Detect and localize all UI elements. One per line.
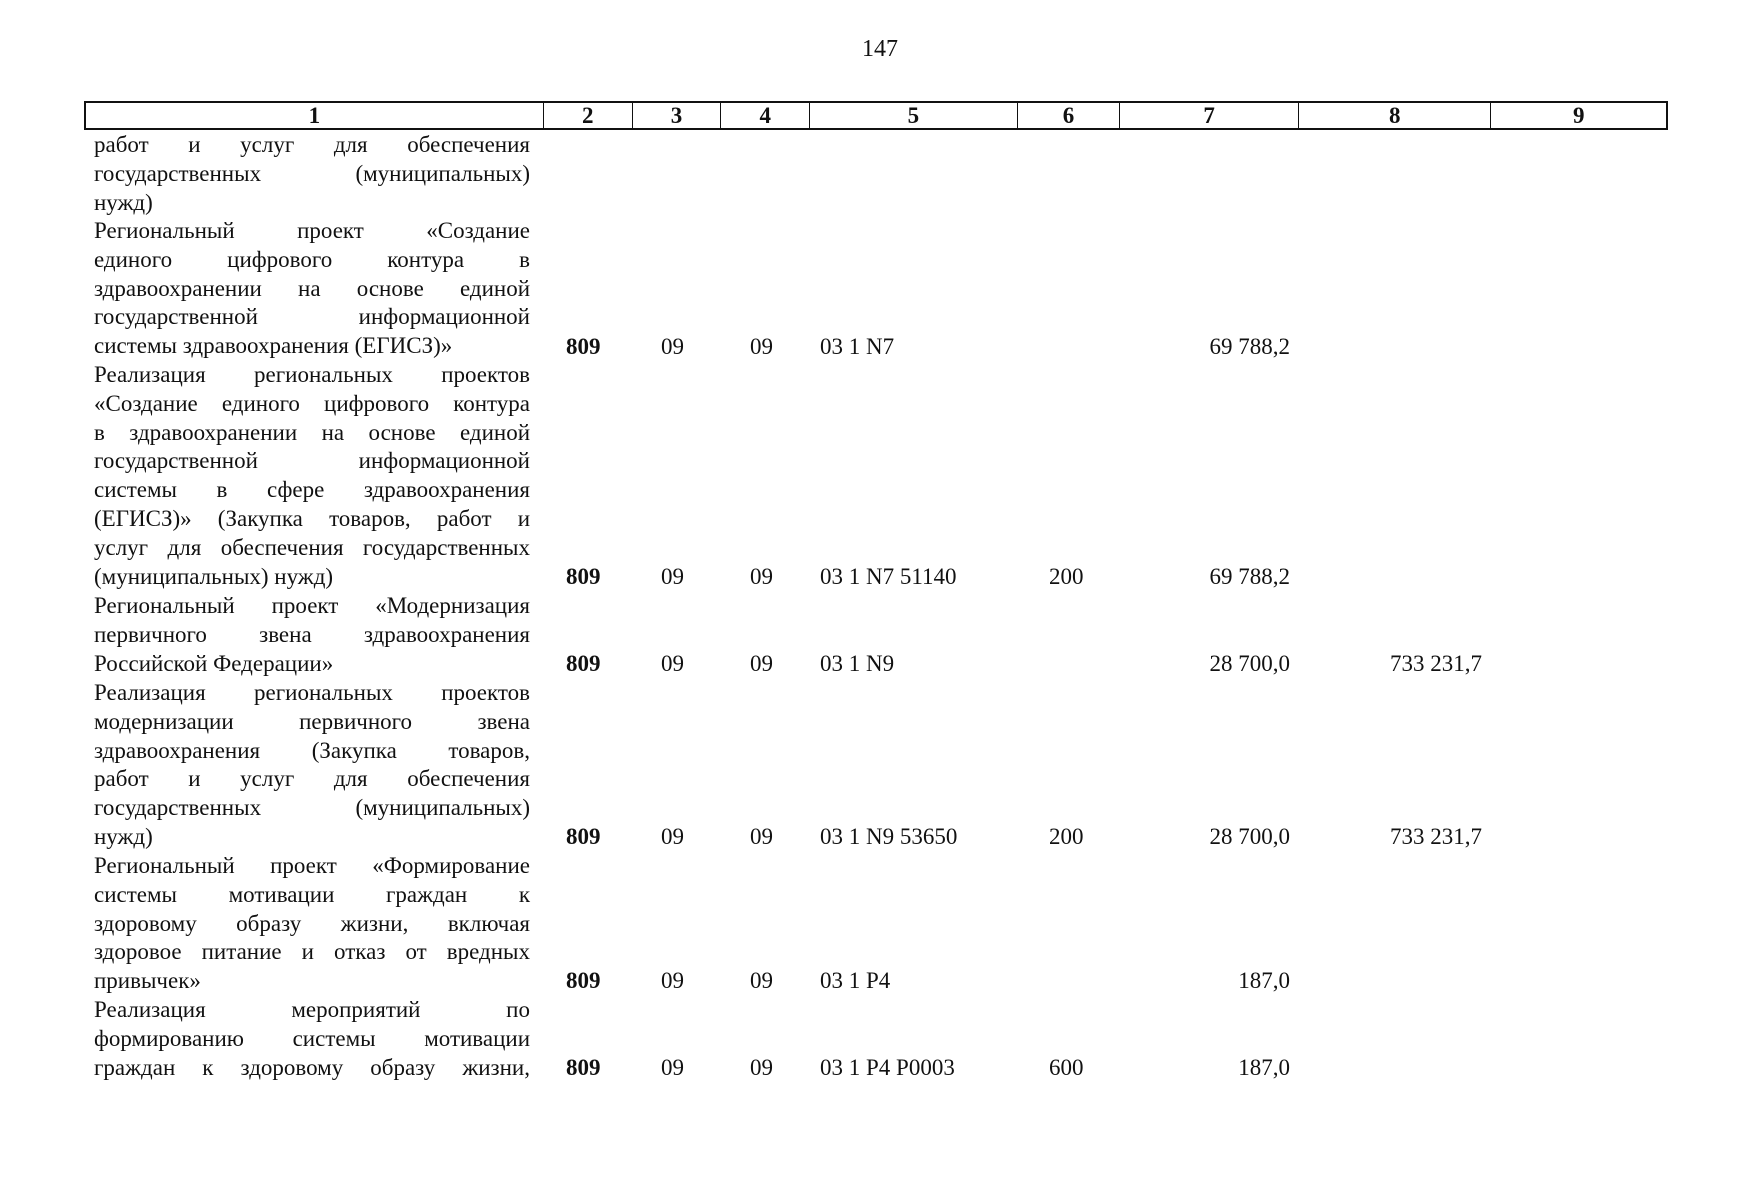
description-line: нужд) bbox=[94, 189, 153, 215]
cell-col6: 200 bbox=[1049, 564, 1084, 589]
column-header-1: 1 bbox=[86, 103, 544, 128]
cell-col7: 69 788,2 bbox=[1209, 334, 1290, 359]
cell-col4: 09 bbox=[750, 564, 773, 589]
cell-col7: 187,0 bbox=[1238, 968, 1290, 993]
cell-col7: 69 788,2 bbox=[1209, 564, 1290, 589]
cell-col3: 09 bbox=[661, 824, 684, 849]
cell-col3: 09 bbox=[661, 334, 684, 359]
description-line: формированию системы мотивации bbox=[94, 1025, 530, 1051]
cell-col7: 28 700,0 bbox=[1209, 824, 1290, 849]
cell-col2: 809 bbox=[566, 968, 601, 993]
cell-col6: 600 bbox=[1049, 1055, 1084, 1080]
row-description bbox=[94, 679, 530, 852]
cell-col4: 09 bbox=[750, 334, 773, 359]
cell-col6: 200 bbox=[1049, 824, 1084, 849]
description-line: модернизации первичного звена bbox=[94, 708, 530, 734]
cell-col5: 03 1 N7 bbox=[820, 334, 895, 359]
cell-col4: 09 bbox=[750, 824, 773, 849]
description-line: системы в сфере здравоохранения bbox=[94, 477, 530, 503]
description-line: единого цифрового контура в bbox=[94, 246, 530, 272]
cell-col8: 733 231,7 bbox=[1390, 824, 1482, 849]
description-line: Региональный проект «Модернизация bbox=[94, 593, 530, 618]
row-description bbox=[94, 852, 530, 996]
row-description bbox=[94, 592, 530, 678]
description-line: нужд) bbox=[94, 823, 153, 849]
description-line: услуг для обеспечения государственных bbox=[94, 534, 530, 560]
description-line: Российской Федерации» bbox=[94, 650, 334, 676]
description-line: в здравоохранении на основе единой bbox=[94, 419, 530, 445]
column-header-8: 8 bbox=[1299, 103, 1492, 128]
cell-col5: 03 1 N7 51140 bbox=[820, 564, 957, 589]
row-description bbox=[94, 361, 530, 591]
cell-col4: 09 bbox=[750, 968, 773, 993]
description-line: первичного звена здравоохранения bbox=[94, 621, 530, 647]
cell-col7: 187,0 bbox=[1238, 1055, 1290, 1080]
description-line: системы здравоохранения (ЕГИСЗ)» bbox=[94, 333, 453, 359]
cell-col2: 809 bbox=[566, 824, 601, 849]
description-line: Региональный проект «Создание bbox=[94, 218, 530, 243]
description-line: Реализация региональных проектов bbox=[94, 680, 530, 705]
description-line: здоровое питание и отказ от вредных bbox=[94, 939, 530, 965]
row-description bbox=[94, 996, 530, 1082]
description-line: работ и услуг для обеспечения bbox=[94, 132, 530, 157]
cell-col5: 03 1 P4 bbox=[820, 968, 891, 993]
row-description bbox=[94, 131, 530, 217]
column-header-2: 2 bbox=[544, 103, 633, 128]
table-header bbox=[84, 101, 1668, 130]
description-line: Реализация мероприятий по bbox=[94, 997, 530, 1022]
cell-col2: 809 bbox=[566, 651, 601, 676]
description-line: здоровому образу жизни, включая bbox=[94, 910, 530, 936]
description-line: государственных (муниципальных) bbox=[94, 160, 530, 186]
description-line: государственной информационной bbox=[94, 304, 530, 330]
description-line: Региональный проект «Формирование bbox=[94, 853, 530, 878]
cell-col2: 809 bbox=[566, 564, 601, 589]
description-line: «Создание единого цифрового контура bbox=[94, 390, 530, 416]
cell-col3: 09 bbox=[661, 651, 684, 676]
cell-col5: 03 1 N9 53650 bbox=[820, 824, 958, 849]
description-line: системы мотивации граждан к bbox=[94, 881, 530, 907]
cell-col5: 03 1 N9 bbox=[820, 651, 895, 676]
column-header-7: 7 bbox=[1120, 103, 1299, 128]
cell-col4: 09 bbox=[750, 651, 773, 676]
description-line: здравоохранения (Закупка товаров, bbox=[94, 737, 530, 763]
cell-col3: 09 bbox=[661, 968, 684, 993]
description-line: работ и услуг для обеспечения bbox=[94, 766, 530, 792]
description-line: государственной информационной bbox=[94, 448, 530, 474]
cell-col7: 28 700,0 bbox=[1209, 651, 1290, 676]
page-number: 147 bbox=[862, 36, 898, 62]
description-line: государственных (муниципальных) bbox=[94, 795, 530, 821]
column-header-4: 4 bbox=[721, 103, 810, 128]
description-line: (муниципальных) нужд) bbox=[94, 563, 334, 589]
cell-col2: 809 bbox=[566, 1055, 601, 1080]
cell-col4: 09 bbox=[750, 1055, 773, 1080]
cell-col3: 09 bbox=[661, 564, 684, 589]
description-line: граждан к здоровому образу жизни, bbox=[94, 1054, 530, 1080]
column-header-5: 5 bbox=[810, 103, 1017, 128]
description-line: здравоохранении на основе единой bbox=[94, 275, 530, 301]
cell-col8: 733 231,7 bbox=[1390, 651, 1482, 676]
cell-col3: 09 bbox=[661, 1055, 684, 1080]
column-header-6: 6 bbox=[1018, 103, 1121, 128]
cell-col2: 809 bbox=[566, 334, 601, 359]
description-line: (ЕГИСЗ)» (Закупка товаров, работ и bbox=[94, 505, 530, 531]
column-header-9: 9 bbox=[1572, 103, 1585, 128]
column-header-3: 3 bbox=[633, 103, 722, 128]
row-description bbox=[94, 217, 530, 361]
cell-col5: 03 1 P4 P0003 bbox=[820, 1055, 955, 1080]
description-line: Реализация региональных проектов bbox=[94, 362, 530, 387]
description-line: привычек» bbox=[94, 968, 201, 994]
